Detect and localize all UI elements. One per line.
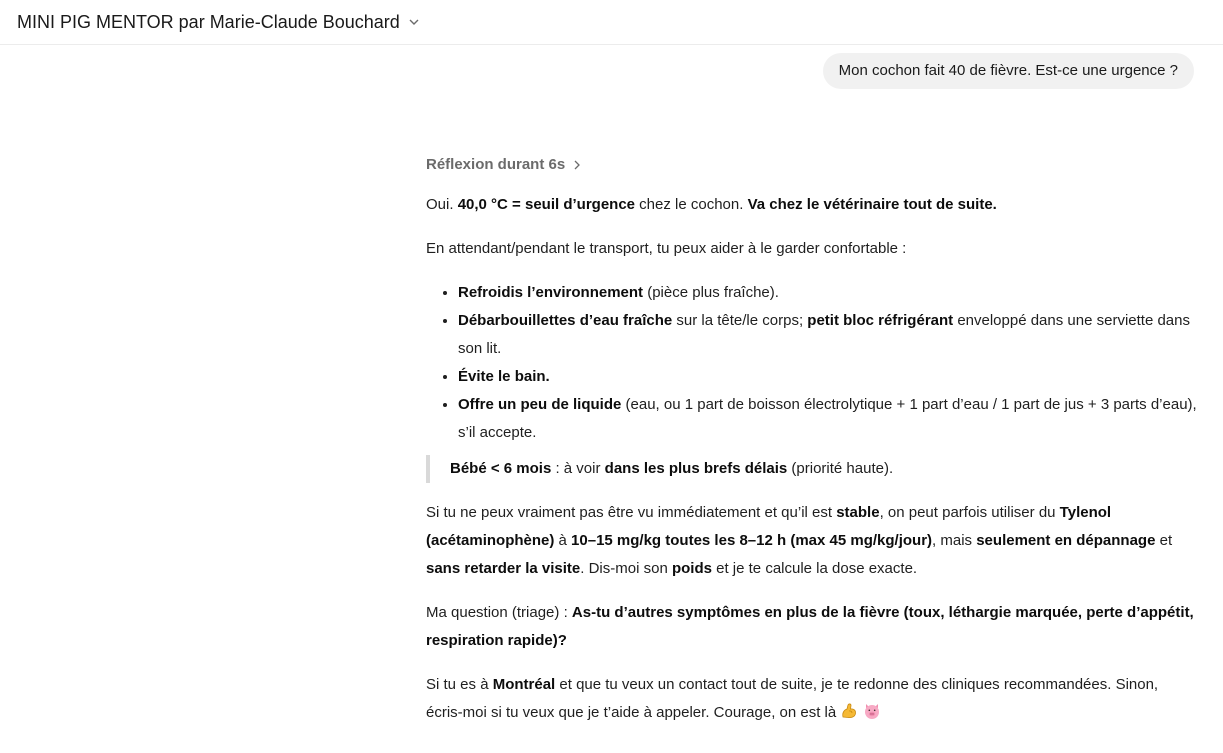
emphasis: petit bloc réfrigérant: [807, 312, 954, 329]
emphasis: Tylenol (acétaminophène): [426, 504, 1112, 549]
text: (eau, ou 1 part de boisson électrolytique + 1 part d’eau / 1 part de jus + 3 parts d’eau), s’il accepte.: [458, 396, 1197, 441]
emphasis: dans les plus brefs délais: [604, 460, 788, 477]
reflexion-label: Réflexion durant 6s: [426, 156, 566, 173]
advice-list: [426, 279, 1198, 447]
emphasis: Débarbouillettes d’eau fraîche: [458, 312, 673, 329]
emphasis: 10–15 mg/kg toutes les 8–12 h (max 45 mg/kg/jour): [571, 532, 933, 549]
text: à: [554, 532, 572, 549]
gpt-title-dropdown[interactable]: [17, 12, 420, 33]
emphasis: As-tu d’autres symptômes en plus de la fièvre (toux, léthargie marquée, perte d’appétit, respiration rapide)?: [426, 604, 1194, 649]
answer-paragraph-5: [426, 671, 1198, 727]
text: et: [1155, 532, 1173, 549]
answer-paragraph-4: [426, 599, 1198, 655]
emphasis: Offre un peu de liquide: [458, 396, 622, 413]
chevron-right-icon: [573, 160, 581, 170]
assistant-answer: [426, 152, 1198, 727]
text: . Dis-moi son: [580, 560, 672, 577]
emphasis: Va chez le vétérinaire tout de suite.: [747, 196, 997, 213]
flexed-biceps-icon: [840, 702, 858, 720]
blockquote: [426, 455, 1198, 483]
text: Ma question (triage) :: [426, 604, 572, 621]
text: et que tu veux un contact tout de suite, je te redonne des cliniques recommandées. Sinon, écris-moi si tu veux que je t’aide à appeler. Courage, on est là: [426, 676, 1159, 721]
emphasis: seulement en dépannage: [976, 532, 1156, 549]
emphasis: stable: [836, 504, 880, 521]
text: , on peut parfois utiliser du: [879, 504, 1060, 521]
user-message-text: Mon cochon fait 40 de fièvre. Est-ce une urgence ?: [838, 62, 1178, 79]
emphasis: 40,0 °C = seuil d’urgence: [457, 196, 636, 213]
text: Oui.: [426, 196, 458, 213]
text: sur la tête/le corps;: [672, 312, 808, 329]
text: enveloppé dans une serviette dans son lit.: [458, 312, 1190, 357]
emphasis: Refroidis l’environnement: [458, 284, 644, 301]
list-item: [458, 391, 1198, 447]
answer-paragraph-3: [426, 499, 1198, 583]
list-item: [458, 363, 1198, 391]
emphasis: Montréal: [492, 676, 556, 693]
text: et je te calcule la dose exacte.: [711, 560, 918, 577]
emphasis: sans retarder la visite: [426, 560, 581, 577]
gpt-title: MINI PIG MENTOR par Marie-Claude Bouchard: [17, 11, 400, 32]
text: : à voir: [551, 460, 605, 477]
chat-header: [0, 0, 1223, 45]
emphasis: Bébé < 6 mois: [450, 460, 552, 477]
chevron-down-icon: [408, 16, 420, 28]
pig-face-icon: [863, 702, 881, 720]
answer-paragraph-1: [426, 191, 1198, 219]
emphasis: Évite le bain.: [458, 368, 550, 385]
text: chez le cochon.: [635, 196, 748, 213]
list-item: [458, 279, 1198, 307]
text: (priorité haute).: [787, 460, 894, 477]
reflexion-toggle[interactable]: [426, 152, 1198, 178]
text: (pièce plus fraîche).: [643, 284, 779, 301]
text: Si tu es à: [426, 676, 493, 693]
text: Si tu ne peux vraiment pas être vu immédiatement et qu’il est: [426, 504, 837, 521]
emphasis: poids: [671, 560, 712, 577]
user-message-bubble: [823, 53, 1194, 89]
answer-paragraph-2: En attendant/pendant le transport, tu peux aider à le garder confortable :: [426, 240, 907, 257]
list-item: [458, 307, 1198, 363]
text: , mais: [932, 532, 977, 549]
